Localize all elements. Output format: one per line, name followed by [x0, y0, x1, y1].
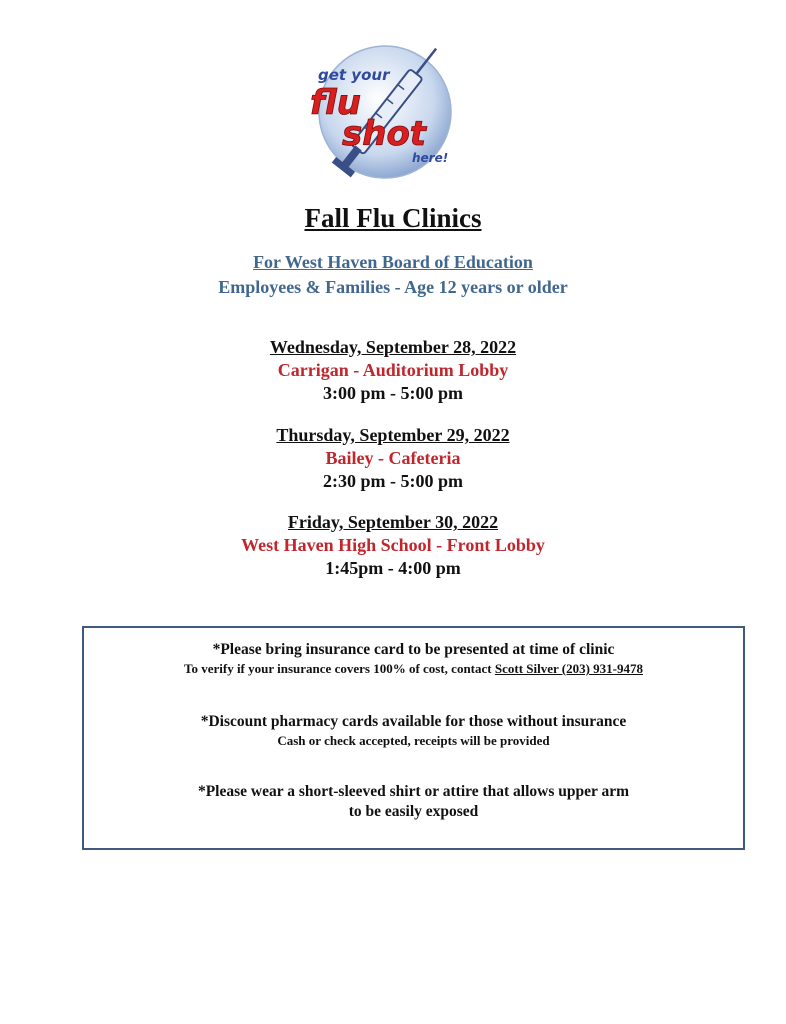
- clinic-time: 2:30 pm - 5:00 pm: [323, 471, 463, 491]
- insurance-note-main: *Please bring insurance card to be presented at time of clinic: [212, 641, 615, 658]
- subtitle-eligibility: Employees & Families - Age 12 years or older: [218, 277, 568, 297]
- clinic-entry: [0, 511, 786, 580]
- insurance-contact: Scott Silver (203) 931-9478: [494, 661, 644, 676]
- clinic-date: Thursday, September 29, 2022: [276, 425, 510, 445]
- clinic-location: Bailey - Cafeteria: [325, 448, 461, 468]
- pharmacy-note-sub: Cash or check accepted, receipts will be provided: [277, 733, 550, 748]
- attire-note: [84, 782, 743, 822]
- subtitle-organization: For West Haven Board of Education: [253, 252, 533, 272]
- insurance-note-sub-text: To verify if your insurance covers 100% of cost, contact: [183, 661, 495, 676]
- clinic-time: 3:00 pm - 5:00 pm: [323, 383, 463, 403]
- pharmacy-note-main: *Discount pharmacy cards available for those without insurance: [200, 713, 627, 730]
- clinic-date: Wednesday, September 28, 2022: [269, 337, 517, 357]
- clinic-entry: [0, 336, 786, 405]
- notes-box: [82, 626, 745, 850]
- page-title: Fall Flu Clinics: [304, 203, 482, 233]
- svg-text:flu: flu: [310, 83, 361, 123]
- insurance-note: [84, 640, 743, 678]
- syringe-logo-icon: [300, 42, 470, 187]
- svg-text:shot: shot: [342, 114, 427, 154]
- svg-text:get your: get your: [318, 66, 390, 84]
- clinic-date: Friday, September 30, 2022: [287, 512, 499, 532]
- svg-text:here!: here!: [412, 151, 449, 165]
- clinic-location: West Haven High School - Front Lobby: [241, 535, 545, 555]
- clinic-location: Carrigan - Auditorium Lobby: [277, 360, 509, 380]
- clinic-time: 1:45pm - 4:00 pm: [325, 558, 461, 578]
- attire-note-line1: *Please wear a short-sleeved shirt or attire that allows upper arm: [197, 783, 630, 800]
- clinic-entry: [0, 424, 786, 493]
- attire-note-line2: to be easily exposed: [348, 803, 479, 820]
- pharmacy-note: [84, 712, 743, 750]
- insurance-note-sub: [84, 660, 743, 678]
- flu-shot-logo: [300, 42, 470, 187]
